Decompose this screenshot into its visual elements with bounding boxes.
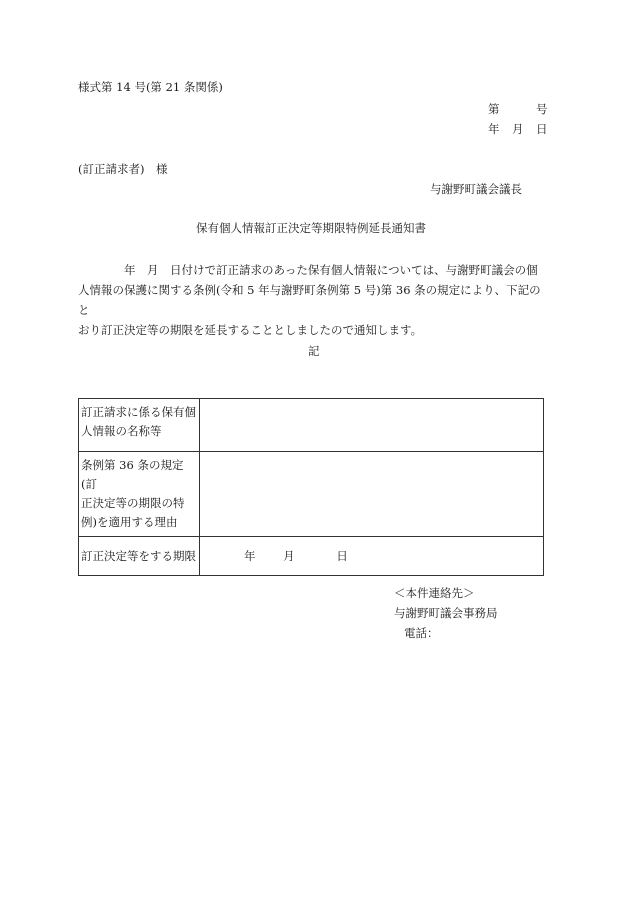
row2-label [79, 452, 200, 537]
row2-label-line-b: 正決定等の期限の特 [81, 496, 185, 510]
notice-table [78, 398, 544, 576]
deadline-year: 年 [244, 548, 256, 563]
date-month: 月 [512, 122, 524, 136]
row1-label-line-b: 人情報の名称等 [81, 424, 162, 438]
contact-phone: 電話： [404, 626, 439, 640]
recipient: (訂正請求者) 様 [78, 162, 168, 176]
contact-office: 与謝野町議会事務局 [394, 606, 498, 620]
contact-heading: ＜本件連絡先＞ [394, 586, 475, 600]
date-year: 年 [488, 122, 500, 136]
row3-value[interactable] [200, 537, 544, 576]
table-row [79, 399, 544, 452]
table-row [79, 537, 544, 576]
row2-value[interactable] [200, 452, 544, 537]
row2-label-line-c: 例)を適用する理由 [81, 515, 178, 529]
body-line-3: おり訂正決定等の期限を延長することとしましたので通知します。 [78, 323, 423, 337]
body-paragraph [78, 260, 548, 340]
doc-number-prefix: 第 [488, 102, 500, 116]
body-line-2: 人情報の保護に関する条例(令和 5 年与謝野町条例第 5 号)第 36 条の規定により、下記のと [78, 283, 541, 317]
row1-label-line-a: 訂正請求に係る保有個 [81, 405, 196, 419]
row1-value[interactable] [200, 399, 544, 452]
deadline-month: 月 [283, 548, 295, 563]
body-line-1: 年 月 日付けで訂正請求のあった保有個人情報については、与謝野町議会の個 [124, 263, 538, 277]
sender: 与謝野町議会議長 [430, 182, 522, 196]
ki-marker: 記 [308, 344, 320, 358]
row3-label: 訂正決定等をする期限 [79, 537, 200, 576]
row2-label-line-a: 条例第 36 条の規定(訂 [81, 458, 184, 491]
doc-number-suffix: 号 [536, 102, 548, 116]
row1-label [79, 399, 200, 452]
table-row [79, 452, 544, 537]
date-day: 日 [536, 122, 548, 136]
deadline-day: 日 [336, 548, 348, 563]
form-number: 様式第 14 号(第 21 条関係) [78, 80, 223, 94]
document-title: 保有個人情報訂正決定等期限特例延長通知書 [196, 221, 426, 235]
